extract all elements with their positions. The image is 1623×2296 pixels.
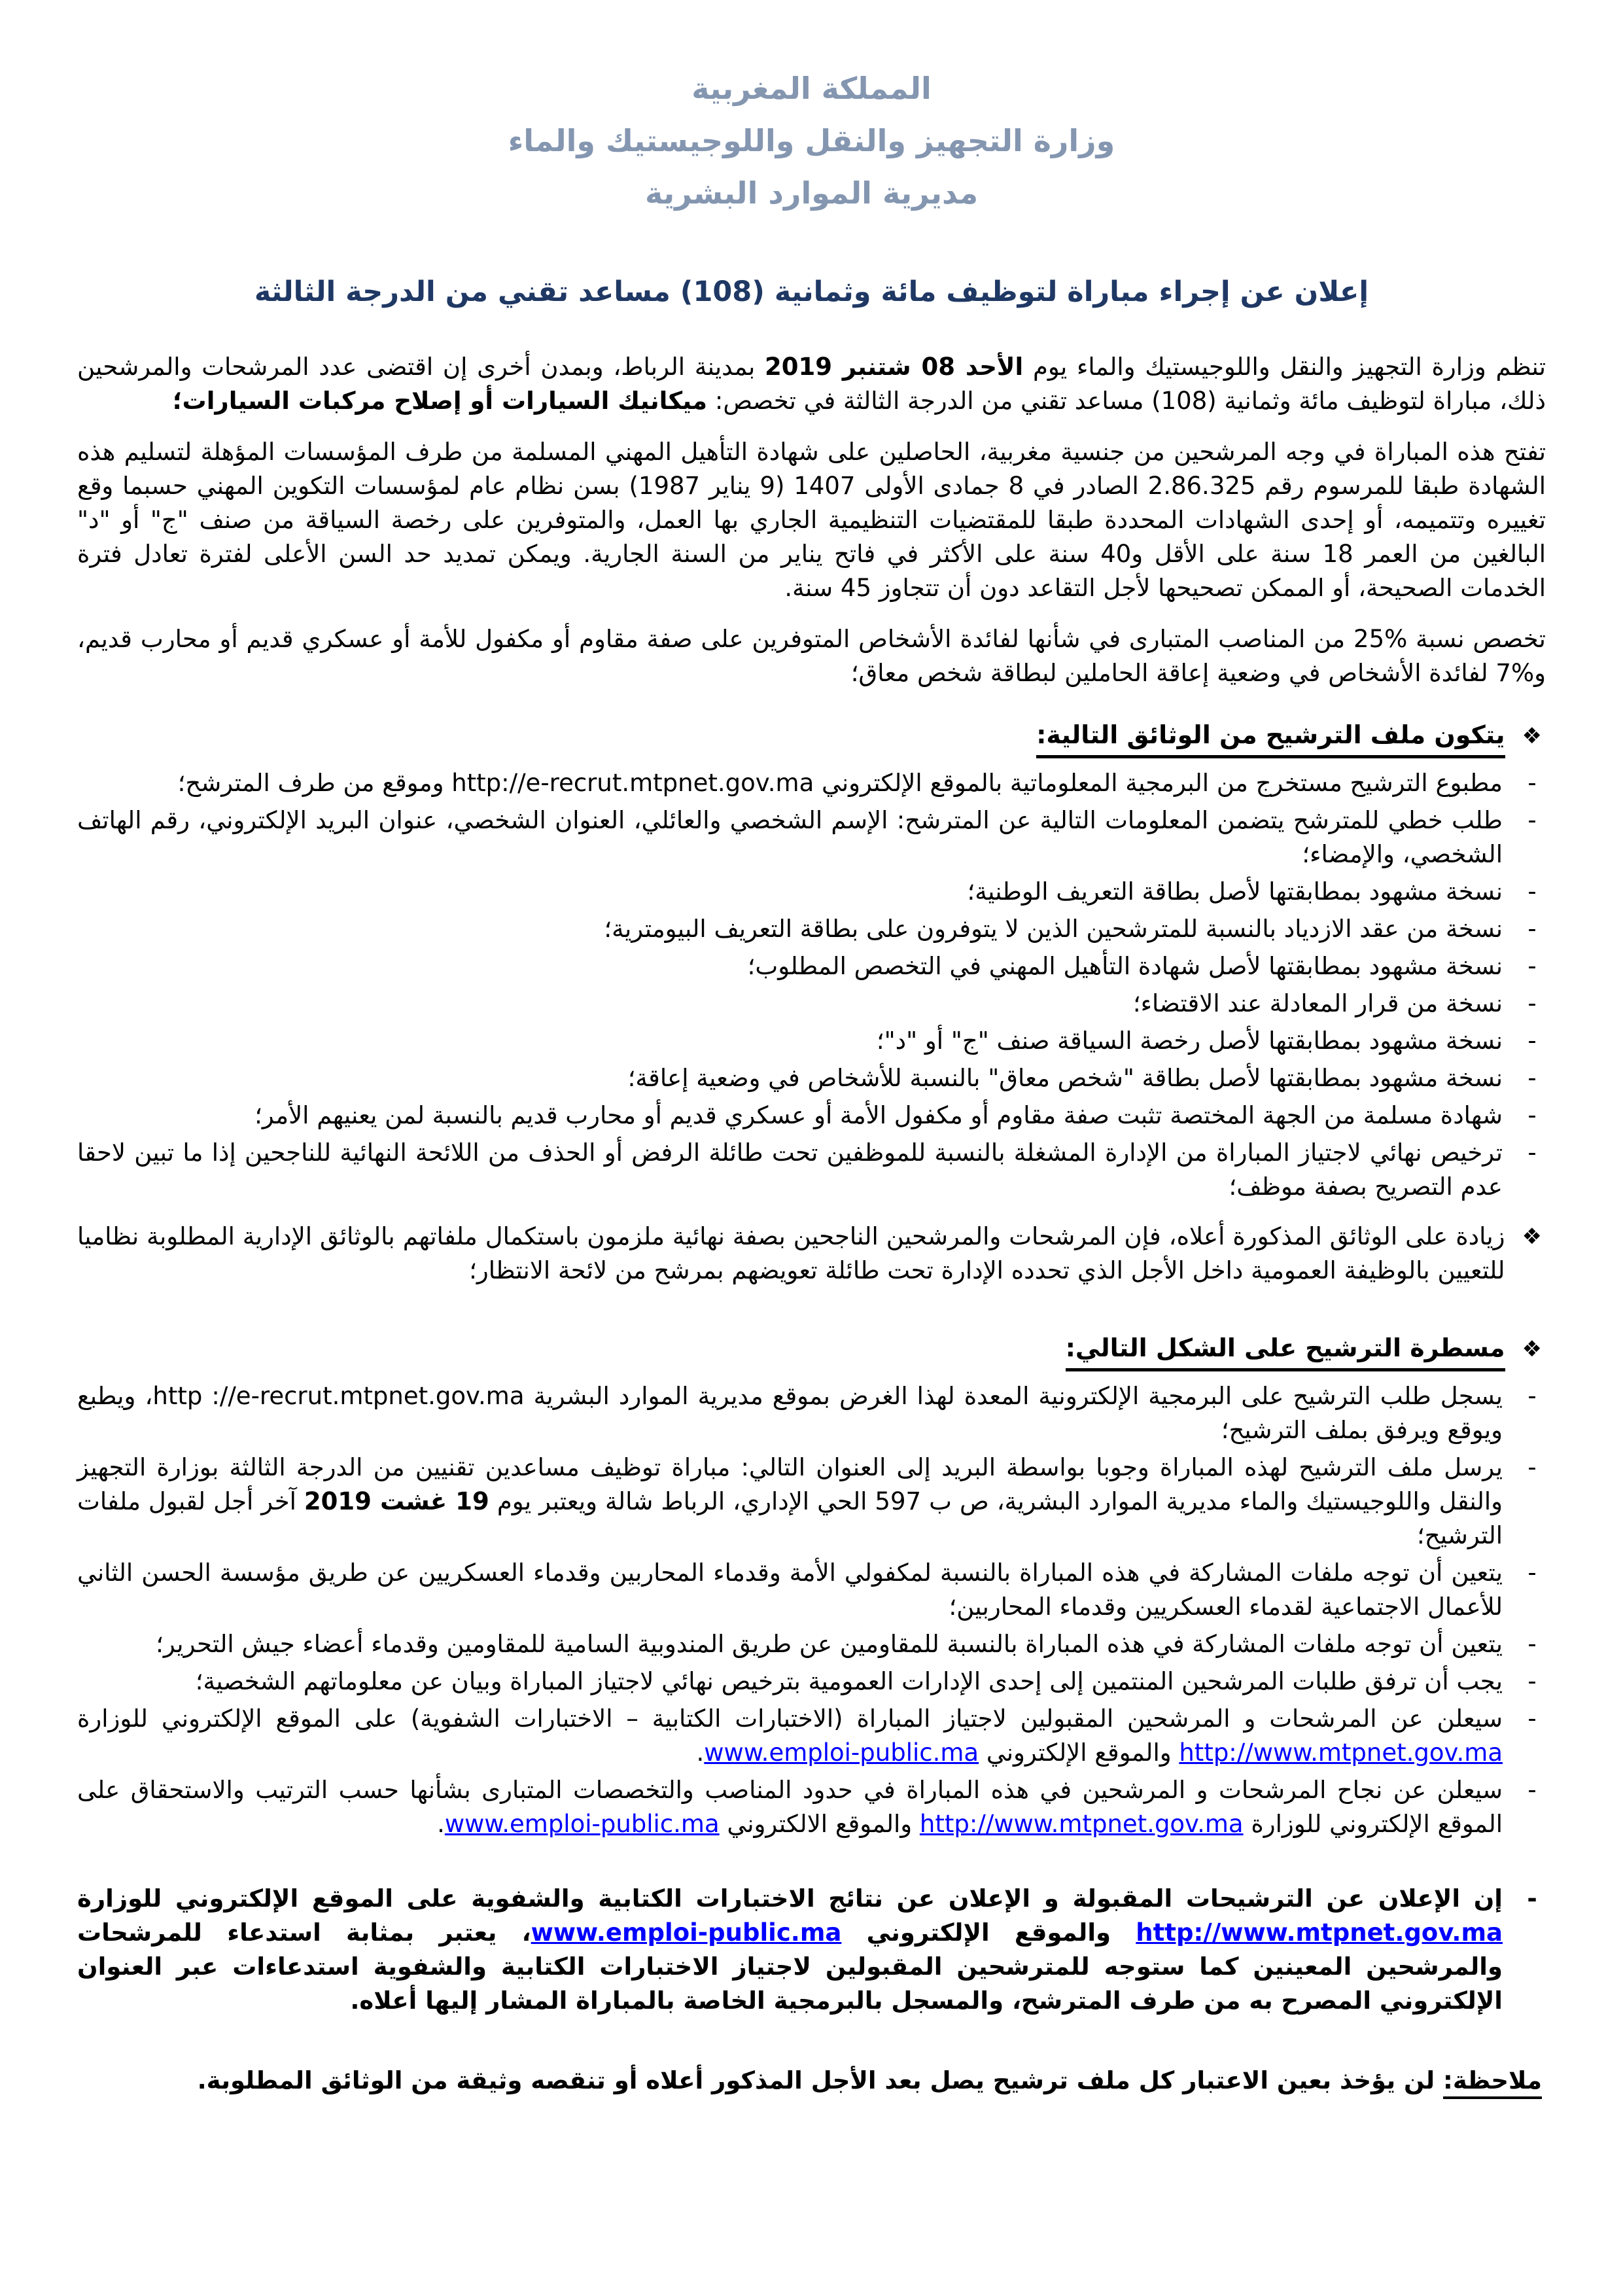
note-text: لن يؤخذ بعين الاعتبار كل ملف ترشيح يصل بعد الأجل المذكور أعلاه أو تنقصه وثيقة من الوثائق المطلوبة. — [197, 2066, 1444, 2094]
additional-documents-note — [77, 1220, 1542, 1288]
item-text-a: سيعلن عن المرشحات و المرشحين المقبولين لاجتياز المباراة (الاختبارات الكتابية – الاختبارات الشفوية) على الموقع الإلكتروني للوزارة — [77, 1704, 1503, 1733]
additional-documents-text: زيادة على الوثائق المذكورة أعلاه، فإن المرشحات والمرشحين الناجحين بصفة نهائية ملزمون باستكمال ملفاتهم بالوثائق الإدارية المطلوبة نظاميا للتعيين بالوظيفة العمومية داخل الأجل الذي تحدده الإدارة تحت طائلة تعويضهم بمرشح من لائحة الانتظار؛ — [77, 1222, 1505, 1284]
dash-bullet-icon: - — [1527, 1776, 1537, 1804]
list-item-text: نسخة مشهود بمطابقتها لأصل بطاقة "شخص معاق" بالنسبة للأشخاص في وضعية إعاقة؛ — [627, 1064, 1503, 1092]
dash-bullet-icon: - — [1527, 1027, 1537, 1055]
dash-bullet-icon: - — [1527, 1884, 1537, 1913]
diamond-bullet-icon: ❖ — [1522, 723, 1542, 749]
footer-note — [77, 2062, 1542, 2099]
list-item-text: يتعين أن توجه ملفات المشاركة في هذه المباراة بالنسبة لمكفولي الأمة وقدماء المحاربين وقدماء العسكريين عن طريق مؤسسة الحسن الثاني للأعمال الاجتماعية لقدماء العسكريين وقدماء المحاربين؛ — [77, 1559, 1503, 1621]
dash-bullet-icon: - — [1527, 1101, 1537, 1129]
list-item-driving-license — [77, 1024, 1542, 1058]
list-item-text: شهادة مسلمة من الجهة المختصة تثبت صفة مقاوم أو مكفول الأمة أو عسكري قديم أو محارب قديم بالنسبة لمن يعنيهم الأمر؛ — [254, 1101, 1503, 1129]
dash-bullet-icon: - — [1527, 769, 1537, 797]
list-item-national-id-copy — [77, 875, 1542, 909]
dash-bullet-icon: - — [1527, 989, 1537, 1017]
list-item-text: نسخة من قرار المعادلة عند الاقتضاء؛ — [1132, 989, 1503, 1017]
list-item-text: نسخة مشهود بمطابقتها لأصل رخصة السياقة صنف "ج" أو "د"؛ — [876, 1027, 1503, 1055]
item-text-a: سيعلن عن نجاح المرشحات و المرشحين في هذه المباراة في حدود المناصب والتخصصات المتبارى بشأنها حسب الترتيب والاستحقاق على الموقع الإلكتروني للوزارة — [77, 1776, 1503, 1838]
eligibility-paragraph: تفتح هذه المباراة في وجه المرشحين من جنسية مغربية، الحاصلين على شهادة التأهيل المهني المسلمة من طرف المؤسسات المؤهلة لتسليم هذه الشهادة طبقا للمرسوم رقم 2.86.325 الصادر في 8 جمادى الأولى 1407 (9 يناير 1987) بسن نظام عام لمؤسسات التكوين المهني حسبما وقع تغييره وتتميمه، أو إحدى الشهادات المحددة طبقا للمقتضيات التنظيمية الجاري بها العمل، والمتوفرين على رخصة السياقة من صنف "ج" أو "د" البالغين من العمر 18 سنة على الأقل و40 سنة على الأكثر في فاتح يناير من السنة الجارية. ويمكن تمديد حد السن الأعلى لفترة تعادل فترة الخدمات الصحيحة، أو الممكن تصحيحها لأجل التقاعد دون أن تتجاوز 45 سنة. — [77, 438, 1546, 602]
list-item-text: طلب خطي للمترشح يتضمن المعلومات التالية عن المترشح: الإسم الشخصي والعائلي، العنوان الشخصي، عنوان البريد الإلكتروني، رقم الهاتف الشخصي، والإمضاء؛ — [77, 806, 1503, 868]
dash-bullet-icon: - — [1527, 877, 1537, 906]
item-text-a: مطبوع الترشيح مستخرج من البرمجية المعلوماتية بالموقع الإلكتروني — [814, 769, 1503, 797]
diamond-bullet-icon: ❖ — [1522, 1224, 1542, 1250]
list-item-text — [77, 1379, 1503, 1447]
item-text-a: يرسل ملف الترشيح لهذه المباراة وجوبا بواسطة البريد إلى العنوان التالي: مباراة توظيف مساعدين تقنيين من الدرجة الثالثة بوزارة التجهيز والنقل واللوجيستيك والماء مديرية الموارد البشرية، ص ب 597 الحي الإداري، الرباط شالة ويعتبر يوم — [77, 1453, 1503, 1515]
list-item-text — [77, 1773, 1503, 1841]
dash-bullet-icon: - — [1527, 952, 1537, 980]
specialty-label: ميكانيك السيارات أو إصلاح مركبات السيارات؛ — [172, 387, 708, 415]
list-item-text: يجب أن ترفق طلبات المرشحين المنتمين إلى إحدى الإدارات العمومية بترخيص نهائي لاجتياز المباراة وبيان عن معلوماتهم الشخصية؛ — [195, 1667, 1503, 1695]
list-item-veteran-certificate — [77, 1099, 1542, 1133]
procedure-section-title: مسطرة الترشيح على الشكل التالي: — [1066, 1331, 1505, 1371]
list-item-text: نسخة مشهود بمطابقتها لأصل شهادة التأهيل المهني في التخصص المطلوب؛ — [747, 952, 1503, 980]
dash-bullet-icon: - — [1527, 915, 1537, 943]
kingdom-line: المملكة المغربية — [691, 71, 932, 106]
mtpnet-link[interactable]: http://www.mtpnet.gov.ma — [1136, 1918, 1503, 1947]
list-item-text — [77, 1702, 1503, 1770]
deadline-date: 19 غشت 2019 — [304, 1487, 489, 1515]
list-item-text — [77, 766, 1503, 800]
convocation-announcement — [77, 1882, 1542, 2018]
dash-bullet-icon: - — [1527, 1559, 1537, 1587]
directorate-line: مديرية الموارد البشرية — [644, 175, 979, 211]
list-item-online-registration — [77, 1379, 1542, 1447]
intro-text-b: بمدينة الرباط، وبمدن أخرى إن اقتضى عدد المرشحات والمرشحين ذلك، مباراة لتوظيف مائة وثمانية (108) مساعد تقني من الدرجة الثالثة في تخصص: — [77, 353, 1546, 415]
diamond-bullet-icon: ❖ — [1522, 1336, 1542, 1362]
emploi-public-link[interactable]: www.emploi-public.ma — [444, 1810, 720, 1838]
procedure-section-header — [77, 1331, 1542, 1371]
item-text-c: . — [696, 1739, 705, 1767]
documents-section-header — [77, 718, 1542, 758]
documents-section-title: يتكون ملف الترشيح من الوثائق التالية: — [1036, 718, 1505, 758]
dash-bullet-icon: - — [1527, 1453, 1537, 1481]
list-item-public-admin-authorization — [77, 1665, 1542, 1699]
list-item-mailing-address — [77, 1451, 1542, 1553]
item-text-b: ، ويطبع ويوقع ويرفق بملف الترشيح؛ — [77, 1382, 1503, 1444]
list-item-equivalence-decision — [77, 987, 1542, 1021]
e-recrut-url: http://e-recrut.mtpnet.gov.ma — [451, 769, 814, 797]
dash-bullet-icon: - — [1527, 1667, 1537, 1695]
list-item-hassan-ii-foundation — [77, 1556, 1542, 1624]
list-item-birth-certificate — [77, 912, 1542, 946]
dash-bullet-icon: - — [1527, 1064, 1537, 1092]
list-item-text: نسخة من عقد الازدياد بالنسبة للمترشحين الذين لا يتوفرون على بطاقة التعريف البيومترية؛ — [604, 915, 1503, 943]
list-item-text — [77, 1451, 1503, 1553]
exam-date: الأحد 08 شتنبر 2019 — [765, 353, 1024, 381]
dash-bullet-icon: - — [1527, 1139, 1537, 1167]
quota-paragraph: تخصص نسبة %25 من المناصب المتبارى في شأنها لفائدة الأشخاص المتوفرين على صفة مقاوم أو مكفول للأمة أو عسكري قديم أو محارب قديم، و%7 لفائدة الأشخاص في وضعية إعاقة الحاملين لبطاقة شخص معاق؛ — [77, 625, 1546, 687]
intro-paragraph — [77, 350, 1546, 418]
mtpnet-link[interactable]: http://www.mtpnet.gov.ma — [1179, 1739, 1503, 1767]
e-recrut-url: http ://e-recrut.mtpnet.gov.ma — [152, 1382, 525, 1410]
dash-bullet-icon: - — [1527, 1382, 1537, 1410]
list-item-written-request — [77, 804, 1542, 872]
emploi-public-link[interactable]: www.emploi-public.ma — [531, 1918, 842, 1947]
announcement-text-c: ، يعتبر بمثابة استدعاء للمرشحات والمرشحين المعينين كما ستوجه للمترشحين المقبولين لاجتياز الاختبارات الكتابية والشفوية استدعاءات عبر العنوان الإلكتروني المصرح به من طرف المترشح، والمسجل بالبرمجية الخاصة بالمباراة المشار إليها أعلاه. — [77, 1918, 1503, 2015]
list-item-text: يتعين أن توجه ملفات المشاركة في هذه المباراة بالنسبة للمقاومين عن طريق المندوبية السامية للمقاومين وقدماء أعضاء جيش التحرير؛ — [156, 1630, 1503, 1658]
page-title: إعلان عن إجراء مباراة لتوظيف مائة وثمانية (108) مساعد تقني من الدرجة الثالثة — [254, 275, 1369, 308]
ministry-line: وزارة التجهيز والنقل واللوجيستيك والماء — [508, 123, 1115, 158]
item-text-b: والموقع الالكتروني — [719, 1810, 920, 1838]
intro-text-a: تنظم وزارة التجهيز والنقل واللوجيستيك والماء يوم — [1023, 353, 1546, 381]
list-item-disability-card — [77, 1061, 1542, 1095]
dash-bullet-icon: - — [1527, 1704, 1537, 1733]
note-label: ملاحظة: — [1443, 2066, 1542, 2099]
list-item-admitted-candidates-announcement — [77, 1702, 1542, 1770]
documents-list — [77, 766, 1546, 1204]
procedure-list — [77, 1379, 1546, 1841]
document-header — [77, 62, 1546, 219]
item-text-c: . — [437, 1810, 445, 1838]
list-item-text: ترخيص نهائي لاجتياز المباراة من الإدارة المشغلة بالنسبة للموظفين تحت طائلة الرفض أو الحذف من اللائحة النهائية للناجحين إذا ما تبين لاحقا عدم التصريح بصفة موظف؛ — [77, 1139, 1503, 1201]
emploi-public-link[interactable]: www.emploi-public.ma — [704, 1739, 979, 1767]
list-item-text: نسخة مشهود بمطابقتها لأصل بطاقة التعريف الوطنية؛ — [967, 877, 1503, 906]
announcement-text-b: والموقع الإلكتروني — [841, 1918, 1136, 1947]
list-item-employer-authorization — [77, 1136, 1542, 1204]
list-item-results-announcement — [77, 1773, 1542, 1841]
item-text-b: آخر أجل لقبول ملفات الترشيح؛ — [77, 1487, 1503, 1549]
list-item-resistance-delegation — [77, 1627, 1542, 1661]
item-text-a: يسجل طلب الترشيح على البرمجية الإلكترونية المعدة لهذا الغرض بموقع مديرية الموارد البشرية — [524, 1382, 1503, 1410]
list-item-application-form — [77, 766, 1542, 800]
mtpnet-link[interactable]: http://www.mtpnet.gov.ma — [919, 1810, 1244, 1838]
dash-bullet-icon: - — [1527, 1630, 1537, 1658]
item-text-b: والموقع الإلكتروني — [979, 1739, 1179, 1767]
announcement-text-a: إن الإعلان عن الترشيحات المقبولة و الإعلان عن نتائج الاختبارات الكتابية والشفوية على الموقع الإلكتروني للوزارة — [77, 1884, 1503, 1913]
list-item-qualification-certificate — [77, 949, 1542, 983]
item-text-b: وموقع من طرف المترشح؛ — [177, 769, 452, 797]
convocation-text — [77, 1882, 1503, 2018]
dash-bullet-icon: - — [1527, 806, 1537, 834]
